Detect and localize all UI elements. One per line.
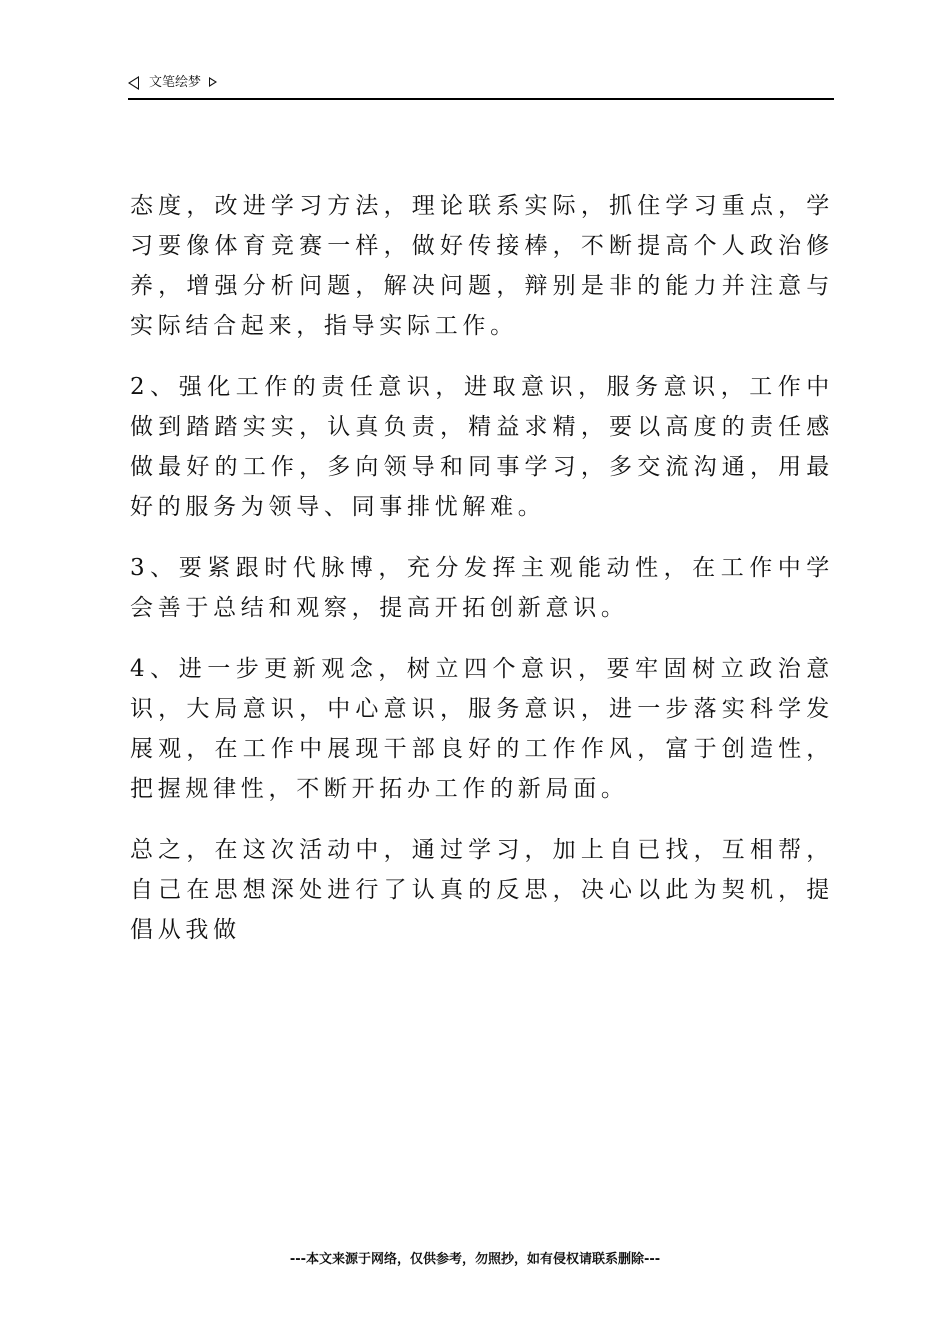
- paragraph-4: 4、进一步更新观念，树立四个意识，要牢固树立政治意识，大局意识，中心意识，服务意识，进一步落实科学发展观，在工作中展现干部良好的工作作风，富于创造性，把握规律性，不断开拓办工作的新局面。: [130, 656, 834, 802]
- triangle-right-icon: [209, 77, 217, 87]
- paragraph-1: 态度，改进学习方法，理论联系实际，抓住学习重点，学习要像体育竞赛一样，做好传接棒，不断提高个人政治修养，增强分析问题，解决问题，辩别是非的能力并注意与实际结合起来，指导实际工作。: [130, 193, 834, 339]
- page-header: [128, 74, 834, 100]
- page-footer-notice: ---本文来源于网络，仅供参考，勿照抄，如有侵权请联系删除---: [289, 1252, 661, 1267]
- paragraph-5: 总之，在这次活动中，通过学习，加上自已找，互相帮，自己在思想深处进行了认真的反思，决心以此为契机，提倡从我做: [130, 837, 834, 943]
- document-body: [130, 186, 834, 971]
- paragraph-2: 2、强化工作的责任意识，进取意识，服务意识，工作中做到踏踏实实，认真负责，精益求精，要以高度的责任感做最好的工作，多向领导和同事学习，多交流沟通，用最好的服务为领导、同事排忧解难。: [130, 374, 834, 520]
- header-brand: 文笔绘梦: [149, 75, 202, 90]
- triangle-left-icon: [128, 76, 139, 90]
- paragraph-3: 3、要紧跟时代脉博，充分发挥主观能动性，在工作中学会善于总结和观察，提高开拓创新意识。: [130, 555, 834, 621]
